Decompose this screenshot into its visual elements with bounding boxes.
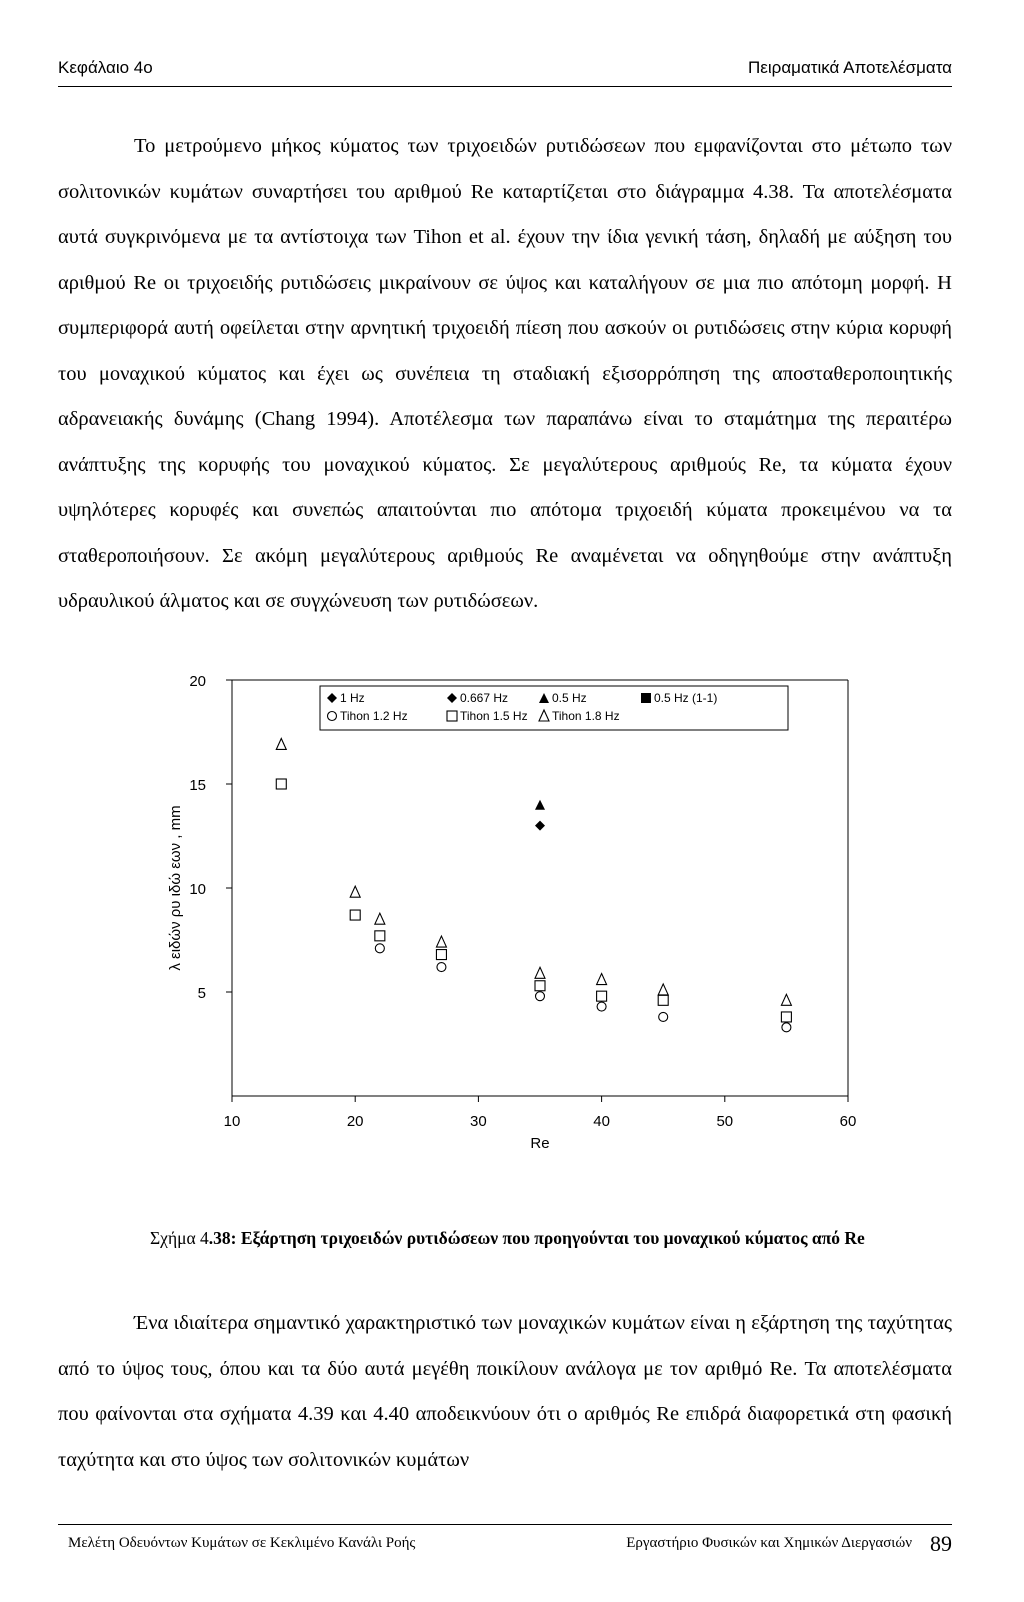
series-0 <box>535 821 545 831</box>
legend <box>320 686 788 730</box>
data-point <box>375 931 385 941</box>
x-tick-label: 10 <box>223 1113 241 1130</box>
data-point <box>781 1012 791 1022</box>
x-tick-label: 20 <box>346 1113 364 1130</box>
data-point <box>659 1012 668 1021</box>
figure-4-38 <box>160 668 900 1188</box>
paragraph-2: Ένα ιδιαίτερα σημαντικό χαρακτηριστικό των μοναχικών κυμάτων είναι η εξάρτηση της ταχύτητας από το ύψος τους, όπου και τα δύο αυτά μεγέθη ποικίλουν ανάλογα με τον αριθμό Re. Τα αποτελέσματα που φαίνονται στα σχήματα 4.39 και 4.40 αποδεικνύουν ότι ο αριθμός Re επιδρά διαφορετικά στη φασική ταχύτητα και στο ύψος των σολιτονικών κυμάτων <box>58 1312 952 1471</box>
data-point <box>597 991 607 1001</box>
data-point <box>597 1002 606 1011</box>
data-point <box>375 913 385 924</box>
data-point <box>375 944 384 953</box>
x-tick-label: 50 <box>716 1113 734 1130</box>
scatter-chart <box>160 668 900 1188</box>
y-tick-label: 5 <box>197 985 206 1002</box>
data-point <box>350 886 360 897</box>
y-tick-label: 10 <box>189 881 206 898</box>
legend-label: Tihon 1.2 Hz <box>340 709 408 723</box>
data-point <box>350 910 360 920</box>
legend-label: 0.5 Hz (1-1) <box>654 691 718 705</box>
section-label: Πειραματικά Αποτελέσματα <box>748 58 952 77</box>
footer-title: Μελέτη Οδευόντων Κυμάτων σε Κεκλιμένο Κανάλι Ροής <box>68 1535 416 1551</box>
data-point <box>276 779 286 789</box>
data-point <box>658 995 668 1005</box>
data-point <box>597 974 607 985</box>
data-point <box>782 1023 791 1032</box>
paragraph-1: Το μετρούμενο μήκος κύματος των τριχοειδών ρυτιδώσεων που εμφανίζονται στο μέτωπο των σολιτονικών κυμάτων συναρτήσει του αριθμού Re καταρτίζεται στο διάγραμμα 4.38. Τα αποτελέσματα αυτά συγκρινόμενα με τα αντίστοιχα των Tihon et al. έχουν την ίδια γενική τάση, δηλαδή με αύξηση του αριθμού Re οι τριχοειδής ρυτιδώσεις μικραίνουν σε ύψος και καταλήγουν σε μια πιο απότομη μορφή. Η συμπεριφορά αυτή οφείλεται στην αρνητική τριχοειδή πίεση που ασκούν οι ρυτιδώσεις στην κύρια κορυφή του μοναχικού κύματος και έχει ως συνέπεια τη σταδιακή εξισορρόπηση της αποσταθεροποιητικής αδρανειακής δυνάμης (Chang 1994). Αποτέλεσμα των παραπάνω είναι το σταμάτημα της περαιτέρω ανάπτυξης της κορυφής του μοναχικού κύματος. Σε μεγαλύτερους αριθμούς Re, τα κύματα έχουν υψηλότερες κορυφές και συνεπώς απαιτούνται πιο απότομα τριχοειδή κύματα προκειμένου να τα σταθεροποιήσουν. Σε ακόμη μεγαλύτερους αριθμούς Re αναμένεται να οδηγηθούμε στην ανάπτυξη υδραυλικού άλματος και σε συγχώνευση των ρυτιδώσεων. <box>58 135 952 612</box>
y-axis-label: λ ειδών ρυ ιδώ εων , mm <box>167 805 184 971</box>
chapter-label: Κεφάλαιο 4ο <box>58 58 153 77</box>
data-point <box>781 994 791 1005</box>
caption-text: .38: Εξάρτηση τριχοειδών ρυτιδώσεων που προηγούνται του μοναχικού κύματος από Re <box>208 1228 865 1248</box>
data-point <box>276 738 286 749</box>
page-footer <box>58 1524 952 1571</box>
x-tick-label: 60 <box>839 1113 857 1130</box>
figure-caption <box>150 1228 865 1249</box>
legend-marker <box>641 693 651 703</box>
data-point <box>535 981 545 991</box>
legend-label: 0.5 Hz <box>552 691 587 705</box>
footer-lab: Εργαστήριο Φυσικών και Χημικών Διεργασιών <box>626 1535 912 1551</box>
x-axis-label: Re <box>530 1135 550 1152</box>
caption-lead: Σχήμα 4 <box>150 1228 209 1248</box>
series-5 <box>276 779 791 1022</box>
data-point <box>437 963 446 972</box>
data-point <box>658 984 668 995</box>
data-point <box>436 950 446 960</box>
series-2 <box>535 800 545 810</box>
x-tick-label: 30 <box>470 1113 487 1130</box>
legend-label: Tihon 1.5 Hz <box>460 709 528 723</box>
data-point <box>536 992 545 1001</box>
data-point <box>535 967 545 978</box>
data-point <box>535 800 545 810</box>
data-point <box>535 821 545 831</box>
series-4 <box>375 944 791 1032</box>
data-point <box>436 936 446 947</box>
legend-label: 1 Hz <box>340 691 365 705</box>
y-tick-label: 20 <box>189 673 206 690</box>
x-tick-label: 40 <box>593 1113 610 1130</box>
legend-label: Tihon 1.8 Hz <box>552 709 620 723</box>
page-number: 89 <box>930 1531 952 1556</box>
legend-label: 0.667 Hz <box>460 691 509 705</box>
y-tick-label: 15 <box>189 777 206 794</box>
page-header <box>58 54 952 87</box>
series-6 <box>276 738 791 1005</box>
